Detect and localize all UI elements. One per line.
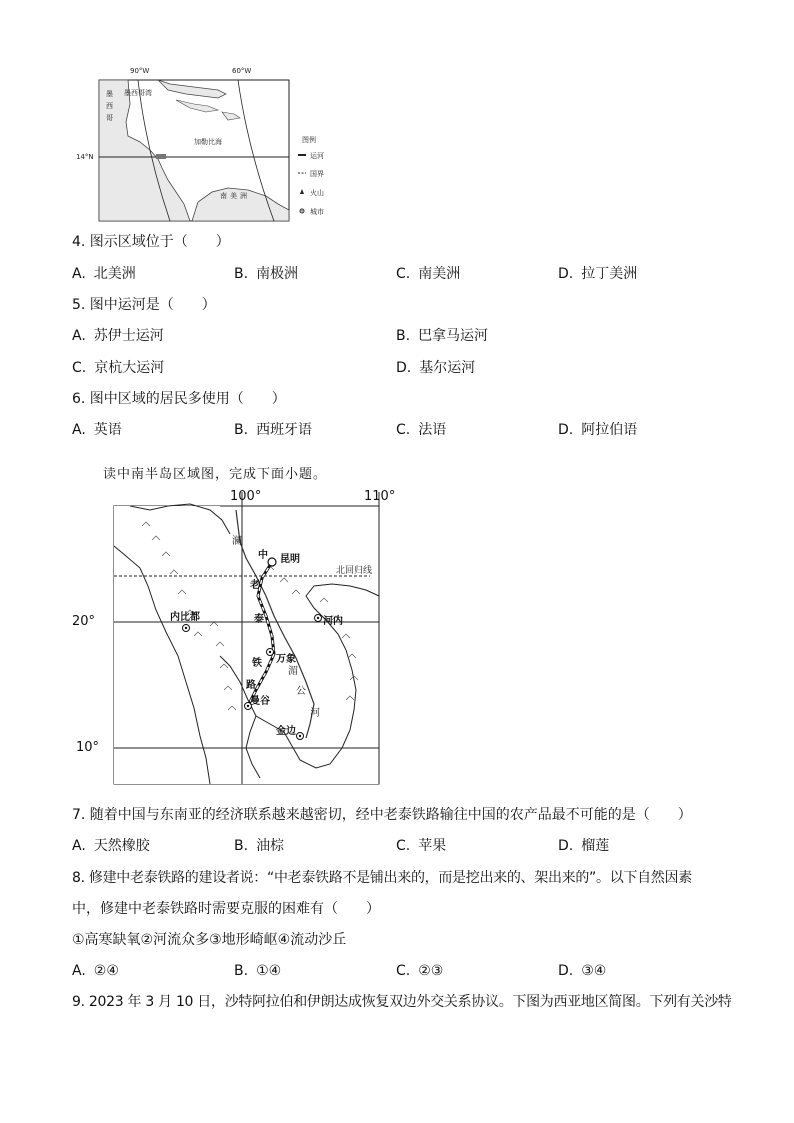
indochina-map: [70, 486, 400, 786]
q8-option-b-key: B.: [234, 963, 249, 979]
map2-river-char-2: 湄: [288, 666, 298, 677]
map2-city-vientiane: 万象: [276, 654, 296, 665]
map1-lat-label: 14°N: [76, 153, 94, 161]
q5-option-b-key: B.: [396, 328, 411, 344]
q4-option-d-key: D.: [558, 266, 574, 282]
q6-option-c[interactable]: [396, 420, 446, 440]
question-8-stem-line2: 中，修建中老泰铁路时需要克服的困难有（ ）: [72, 901, 380, 917]
q5-option-d-key: D.: [396, 360, 412, 376]
q7-option-c-key: C.: [396, 838, 411, 854]
map1-legend-border: 国界: [310, 170, 324, 178]
map1-lon-label-90w: 90°W: [130, 67, 150, 75]
q6-option-b-key: B.: [234, 422, 249, 438]
q6-option-d[interactable]: [558, 420, 637, 440]
map1-legend-title: 图例: [302, 136, 316, 144]
map2-rail-char-1: 中: [258, 550, 268, 561]
q6-option-b[interactable]: [234, 420, 312, 440]
q4-option-d-text: 拉丁美洲: [581, 266, 638, 282]
q8-option-d-key: D.: [558, 963, 574, 979]
map2-river-char-1: 澜: [232, 536, 242, 547]
q5-option-b-text: 巴拿马运河: [418, 328, 489, 344]
q5-option-a-key: A.: [72, 328, 86, 344]
question-4-stem: 4. 图示区域位于（ ）: [72, 234, 230, 250]
map2-rail-char-4: 铁: [252, 658, 262, 669]
q4-option-a-text: 北美洲: [93, 266, 136, 282]
q7-option-d[interactable]: [558, 836, 609, 856]
q4-option-a[interactable]: [72, 264, 136, 284]
map2-city-phnompenh: 金边: [276, 726, 296, 737]
question-6-stem: 6. 图中区域的居民多使用（ ）: [72, 391, 286, 407]
q7-option-b[interactable]: [234, 836, 284, 856]
q6-option-c-key: C.: [396, 422, 411, 438]
map2-river-char-3: 公: [296, 686, 306, 697]
q5-option-d-text: 基尔运河: [419, 360, 476, 376]
q4-option-c-key: C.: [396, 266, 411, 282]
map2-city-hanoi: 河内: [323, 616, 343, 627]
q7-option-a-key: A.: [72, 838, 86, 854]
map1-lon-label-60w: 60°W: [232, 67, 252, 75]
map1-legend-canal: 运河: [310, 152, 324, 160]
q6-option-b-text: 西班牙语: [256, 422, 313, 438]
question-8-stem: 8. 修建中老泰铁路的建设者说：“中老泰铁路不是铺出来的，而是挖出来的、架出来的”。以下自然因素: [72, 870, 692, 886]
map2-rail-char-5: 路: [246, 680, 256, 691]
q8-option-b-text: ①④: [256, 963, 282, 979]
q6-option-a-text: 英语: [93, 422, 122, 438]
map2-rail-char-2: 老: [250, 580, 260, 591]
q6-option-a-key: A.: [72, 422, 86, 438]
map1-label-caribbean: 加勒比海: [194, 138, 222, 146]
q4-option-b[interactable]: [234, 264, 298, 284]
map1-legend-volcano: 火山: [310, 189, 324, 197]
q6-option-a[interactable]: [72, 420, 122, 440]
map2-lat-label-10: 10°: [76, 740, 100, 755]
map1-label-south-america: 南美洲: [220, 192, 250, 200]
map1-label-gulf: 墨西哥湾: [124, 89, 152, 97]
q7-option-d-key: D.: [558, 838, 574, 854]
q8-option-d[interactable]: [558, 961, 606, 981]
indochina-map-svg: [70, 486, 400, 786]
question-5-stem: 5. 图中运河是（ ）: [72, 297, 216, 313]
q8-option-c-text: ②③: [418, 963, 444, 979]
q8-option-a-text: ②④: [93, 963, 119, 979]
q4-option-c-text: 南美洲: [418, 266, 461, 282]
q6-option-c-text: 法语: [418, 422, 447, 438]
question-9-stem: 9. 2023 年 3 月 10 日，沙特阿拉伯和伊朗达成恢复双边外交关系协议。下图为西亚地区简图。下列有关沙特: [72, 994, 732, 1010]
map2-river-char-4: 河: [310, 708, 320, 719]
q4-option-a-key: A.: [72, 266, 86, 282]
q7-option-a-text: 天然橡胶: [93, 838, 150, 854]
q6-option-d-key: D.: [558, 422, 574, 438]
q7-option-a[interactable]: [72, 836, 150, 856]
q7-option-b-key: B.: [234, 838, 249, 854]
q5-option-b[interactable]: [396, 326, 488, 346]
q8-option-d-text: ③④: [581, 963, 607, 979]
map1-legend-city: 城市: [310, 208, 324, 216]
q7-option-c-text: 苹果: [418, 838, 447, 854]
q5-option-a[interactable]: [72, 326, 164, 346]
q7-option-d-text: 榴莲: [581, 838, 610, 854]
map2-lon-label-100: 100°: [230, 489, 262, 504]
q8-option-a[interactable]: [72, 961, 119, 981]
q4-option-b-key: B.: [234, 266, 249, 282]
map1-label-mexico: 墨西哥: [106, 90, 113, 122]
q6-option-d-text: 阿拉伯语: [581, 422, 638, 438]
q5-option-c-key: C.: [72, 360, 87, 376]
q4-option-c[interactable]: [396, 264, 460, 284]
q4-option-d[interactable]: [558, 264, 637, 284]
q5-option-d[interactable]: [396, 358, 475, 378]
map2-city-bangkok: 曼谷: [250, 696, 270, 707]
q8-option-b[interactable]: [234, 961, 281, 981]
q5-option-c-text: 京杭大运河: [94, 360, 165, 376]
map2-rail-char-3: 泰: [254, 614, 264, 625]
question-7-stem: 7. 随着中国与东南亚的经济联系越来越密切，经中老泰铁路输往中国的农产品最不可能的是（ ）: [72, 807, 692, 823]
q7-option-c[interactable]: [396, 836, 446, 856]
map2-lon-label-110: 110°: [364, 489, 396, 504]
q8-option-c[interactable]: [396, 961, 443, 981]
central-america-map: [76, 64, 338, 224]
map2-lat-label-20: 20°: [72, 614, 96, 629]
q4-option-b-text: 南极洲: [256, 266, 299, 282]
q8-option-c-key: C.: [396, 963, 411, 979]
map2-city-kunming: 昆明: [280, 554, 300, 565]
q8-option-a-key: A.: [72, 963, 86, 979]
section-intro: 读中南半岛区域图，完成下面小题。: [103, 467, 328, 482]
map2-tropic-label: 北回归线: [336, 566, 373, 576]
map2-city-naypyidaw: 内比都: [170, 612, 200, 623]
q5-option-c[interactable]: [72, 358, 164, 378]
q5-option-a-text: 苏伊士运河: [93, 328, 164, 344]
q7-option-b-text: 油棕: [256, 838, 285, 854]
question-8-items: ①高寒缺氧②河流众多③地形崎岖④流动沙丘: [72, 932, 347, 948]
